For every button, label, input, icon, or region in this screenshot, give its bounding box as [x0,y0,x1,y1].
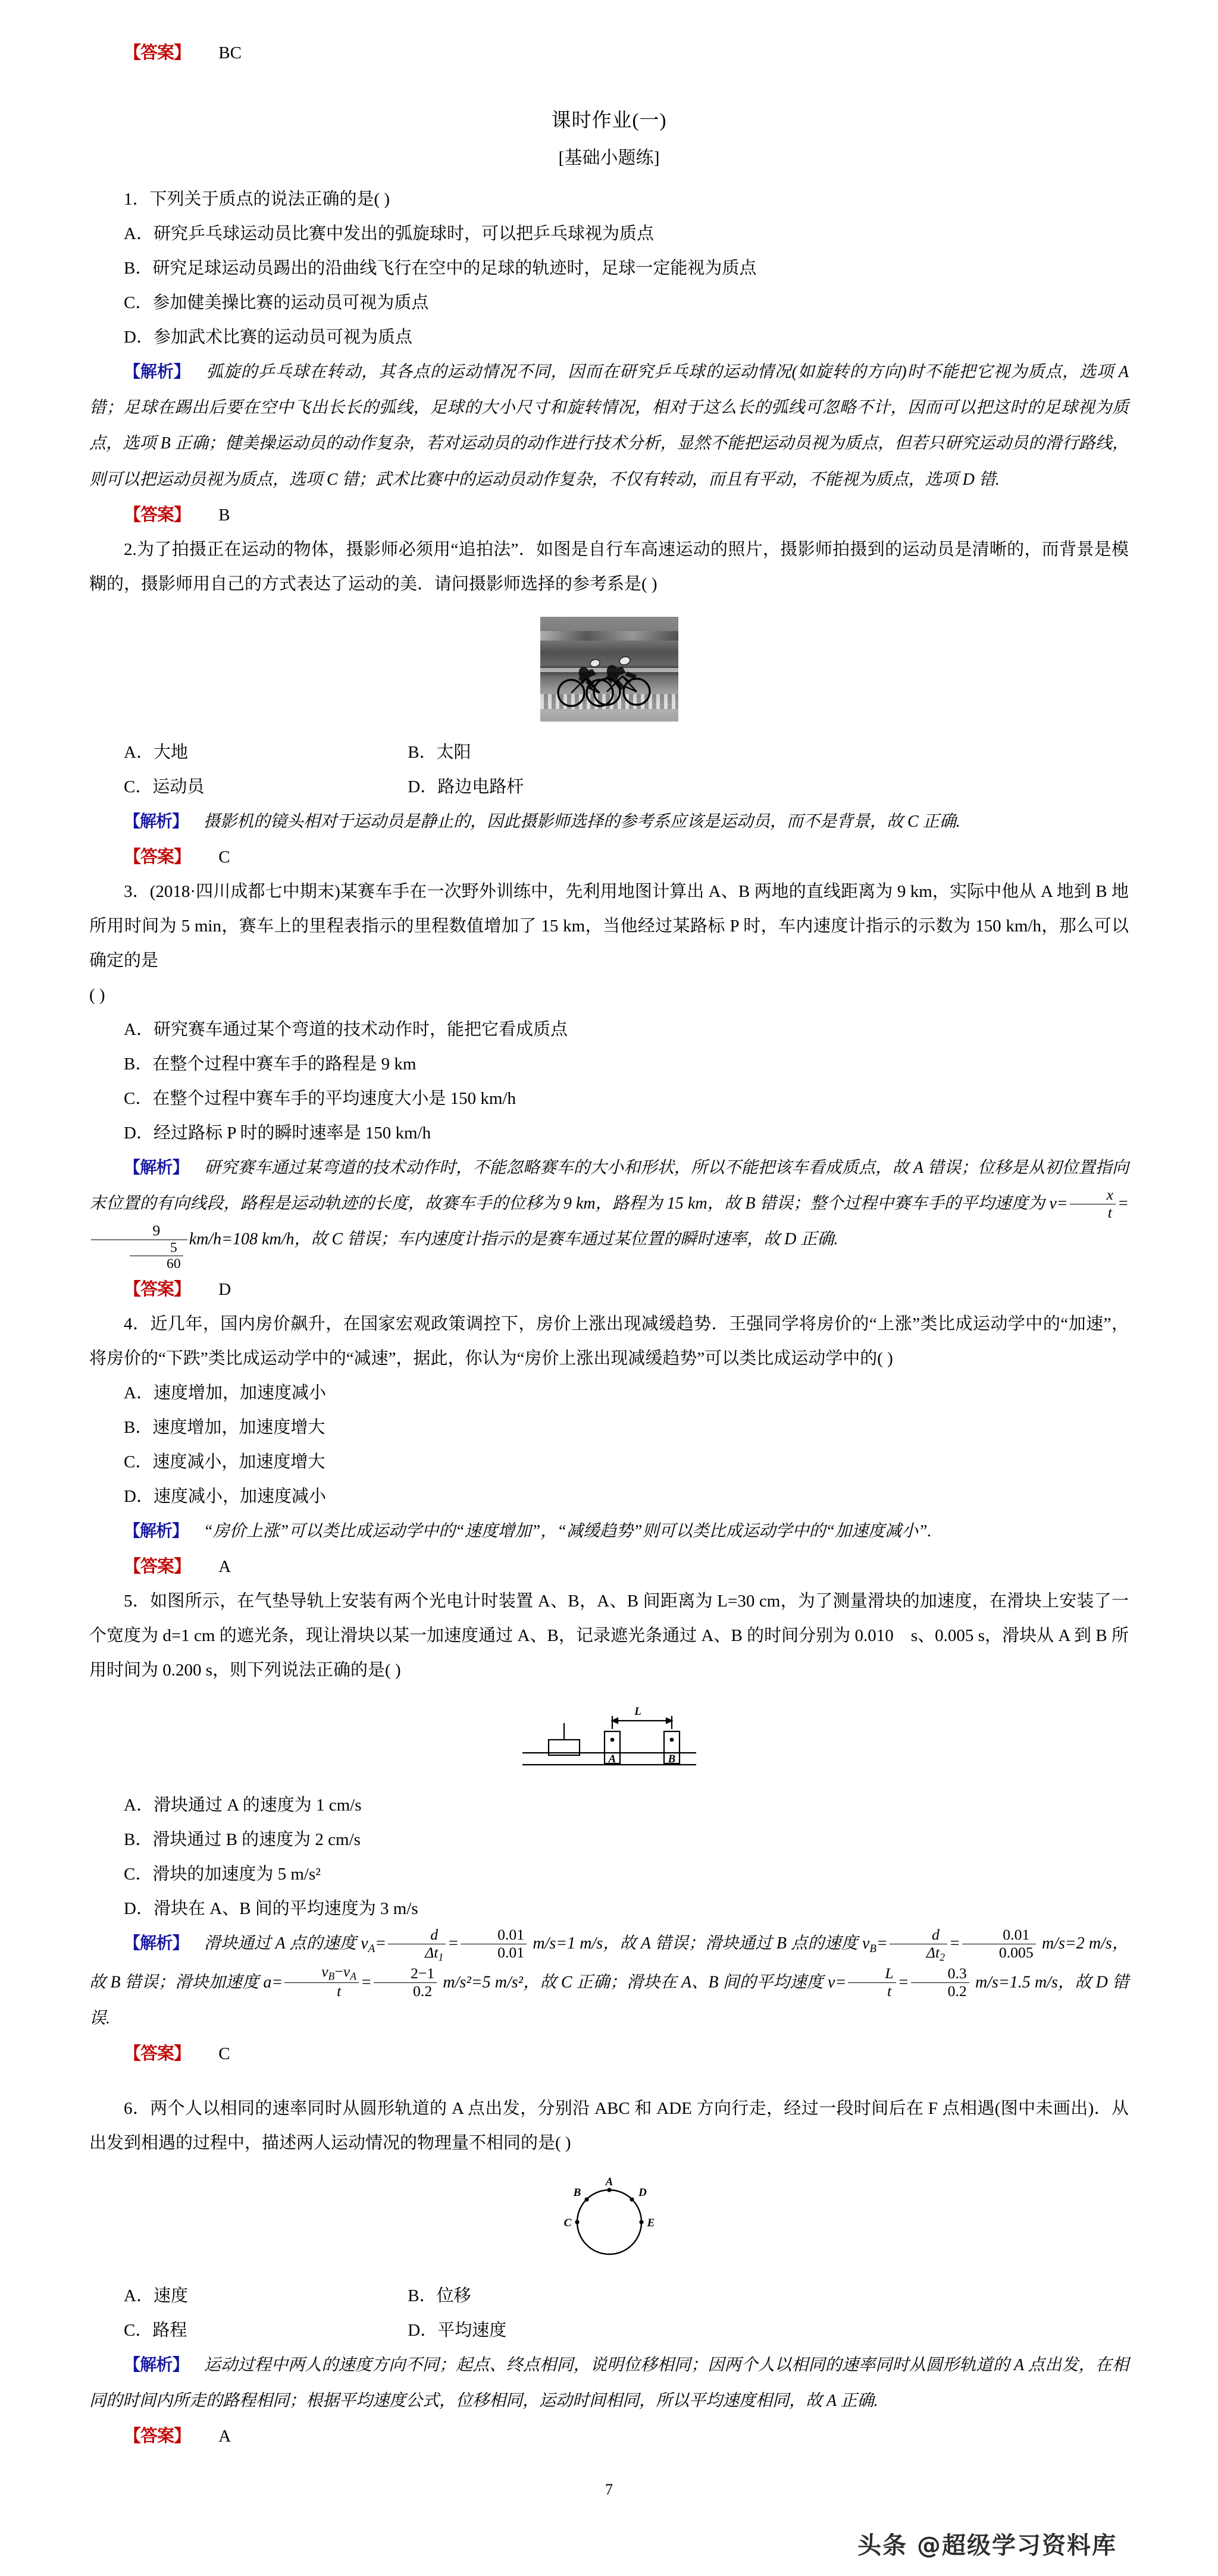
fraction-d-over-dt1: $\frac{d}{\Delta t_1}$ [388,1926,446,1963]
circular-track-diagram [532,2176,687,2265]
photogate-dot-a [610,1738,614,1742]
question-stem-tail: ( ) [89,985,105,1005]
point-dot-b [584,2197,588,2201]
question-option[interactable]: D．参加武术比赛的运动员可视为质点 [124,328,412,347]
answer-row [89,1272,1129,1307]
question-option[interactable]: B．速度增加，加速度增大 [124,1417,325,1437]
fraction-001-over-0005: $\frac{0.01}{0.005}$ [962,1926,1036,1962]
cyclists-silhouette-icon [540,617,678,721]
formula-variable: v [361,1934,368,1953]
answer-tag: 【答案】 [124,1557,191,1577]
formula-variable: v [828,1973,835,1992]
question-stem: 6．两个人以相同的速率同时从圆形轨道的 A 点出发，分别沿 ABC 和 ADE 方向行走，经过一段时间后在 F 点相遇(图中未画出)．从出发到相遇的过程中，描述两人运动情况的物理量不相同的是( ) [89,2098,1129,2153]
question-stem: 2.为了拍摄正在运动的物体，摄影师必须用“追拍法”．如图是自行车高速运动的照片，摄影师拍摄到的运动员是清晰的，而背景是模糊的，摄影师用自己的方式表达了运动的美．请问摄影师选择的参考系是( ) [89,539,1129,594]
question-block-2 [89,532,1129,874]
analysis-block [89,1514,1129,1549]
analysis-text: “房价上涨”可以类比成运动学中的“速度增加”，“减缓趋势”则可以类比成运动学中的“加速度减小”. [203,1521,932,1540]
page-number: 7 [605,2481,613,2499]
fraction-9-over-5-60: $\frac{9}{\frac{5}{60}}$ [91,1222,187,1272]
label-A: A [608,1753,616,1766]
question-option[interactable]: A．速度 [124,2286,188,2305]
question-option[interactable]: C．速度减小，加速度增大 [124,1452,325,1471]
question-option[interactable]: A．滑块通过 A 的速度为 1 cm/s [124,1796,362,1815]
analysis-tag: 【解析】 [124,2355,189,2374]
page-subtitle: [基础小题练] [558,148,660,168]
analysis-block [89,1150,1129,1272]
analysis-text: 研究赛车通过某弯道的技术动作时，不能忽略赛车的大小和形状，所以不能把该车看成质点，故 A 错误；位移是从初位置指向末位置的有向线段，路程是运动轨迹的长度，故赛车手的位移为 9 km，路程为 15 km，故 B 错误；整个过程中赛车手的平均速度为 [89,1158,1129,1213]
fraction-L-over-t: $\frac{L}{t}$ [848,1965,896,2000]
answer-value: C [218,2044,230,2063]
question-option[interactable]: B．在整个过程中赛车手的路程是 9 km [124,1054,417,1074]
answer-value: BC [218,43,242,62]
question-stem: 1．下列关于质点的说法正确的是( ) [124,190,390,209]
label-B: B [668,1753,675,1766]
question-option[interactable]: A．研究赛车通过某个弯道的技术动作时，能把它看成质点 [124,1019,568,1039]
analysis-text-tail: km/h=108 km/h，故 C 错误；车内速度计指示的是赛车通过某位置的瞬时速率，故 D 正确. [189,1230,838,1249]
fraction-001-over-001: $\frac{0.01}{0.01}$ [461,1926,527,1962]
question-block-1 [89,182,1129,532]
answer-value: A [218,2427,231,2446]
question-option[interactable]: B．位移 [408,2286,471,2305]
fraction-03-over-02: $\frac{0.3}{0.2}$ [911,1965,969,2000]
label-A: A [605,2175,613,2188]
figure-cyclists [89,617,1129,724]
answer-row [89,2037,1129,2071]
question-option[interactable]: C．运动员 [124,777,205,796]
formula-subscript: B [869,1943,877,1956]
figure-air-track [89,1703,1129,1777]
answer-tag: 【答案】 [124,847,191,867]
figure-circular-track [89,2176,1129,2268]
question-block-6 [89,2091,1129,2453]
answer-row [89,1549,1129,1584]
label-B: B [573,2186,581,2199]
question-option[interactable]: A．速度增加，加速度减小 [124,1383,326,1402]
answer-row [89,2419,1129,2453]
analysis-block [89,804,1129,840]
analysis-tag: 【解析】 [124,1934,189,1953]
question-option-row [124,2313,1129,2348]
label-C: C [563,2216,571,2229]
analysis-text: m/s=1 m/s，故 A 错误； [528,1934,705,1953]
analysis-text: 滑块通过 B 点的速度 [705,1934,862,1953]
analysis-tag: 【解析】 [124,1158,189,1177]
analysis-block [89,354,1129,498]
question-option[interactable]: B．太阳 [408,742,471,762]
answer-value: B [218,505,230,525]
question-option[interactable]: A．研究乒乓球运动员比赛中发出的弧旋球时，可以把乒乓球视为质点 [124,224,654,243]
label-L: L [634,1705,641,1718]
question-block-3 [89,874,1129,1307]
answer-tag: 【答案】 [124,43,191,62]
formula-equals: = [1117,1194,1129,1213]
question-stem: 3．(2018·四川成都七中期末)某赛车手在一次野外训练中，先利用地图计算出 A、B 两地的直线距离为 9 km，实际中他从 A 地到 B 地所用时间为 5 min，赛车上的里程表指示的里程数值增加了 15 km，当他经过某路标 P 时，车内速度计指示的示数为 150 km/h，那么可以确定的是 [89,881,1129,970]
watermark: 头条 @超级学习资料库 [857,2532,1117,2559]
cyclists-motion-blur-photo [540,617,678,721]
formula-variable: a [263,1973,272,1992]
question-option[interactable]: B．研究足球运动员踢出的沿曲线飞行在空中的足球的轨迹时，足球一定能视为质点 [124,259,757,278]
question-option[interactable]: B．滑块通过 B 的速度为 2 cm/s [124,1830,361,1850]
question-option[interactable]: C．在整个过程中赛车手的平均速度大小是 150 km/h [124,1088,516,1108]
question-option[interactable]: D．平均速度 [408,2320,507,2340]
question-option-row [124,770,1129,804]
nested-fraction-5-over-60: $\frac{5}{60}$ [130,1240,183,1272]
photogate-dot-b [669,1738,674,1742]
analysis-text: 弧旋的乒乓球在转动，其各点的运动情况不同，因而在研究乒乓球的运动情况(如旋转的方向)时不能把它视为质点，选项 A 错；足球在踢出后要在空中飞出长长的弧线，足球的大小尺寸和旋转情况，相对于这么长的弧线可忽略不计，因而可以把这时的足球视为质点，选项 B 正确；健美操运动员的动作复杂，若对运动员的动作进行技术分析，显然不能把运动员视为质点，但若只研究运动员的滑行路线，则可以把运动员视为质点，选项 C 错；武术比赛中的运动员动作复杂，不仅有转动，而且有平动，不能视为质点，选项 D 错. [89,363,1129,489]
question-stem: 5．如图所示，在气垫导轨上安装有两个光电计时装置 A、B，A、B 间距离为 L=30 cm，为了测量滑块的加速度，在滑块上安装了一个宽度为 d=1 cm 的遮光条，现让滑块以某一加速度通过 A、B，记录遮光条通过 A、B 的时间分别为 0.010 s、0.005 s，滑块从 A 到 B 所用时间为 0.200 s，则下列说法正确的是( ) [89,1592,1129,1680]
fraction-2minus1-over-02: $\frac{2-1}{0.2}$ [374,1965,437,2000]
answer-value: A [218,1557,231,1577]
formula-subscript: A [368,1943,375,1956]
question-option[interactable]: D．速度减小，加速度减小 [124,1486,326,1506]
analysis-text: 运动过程中两人的速度方向不同；起点、终点相同，说明位移相同；因两个人以相同的速率同时从圆形轨道的 A 点出发，在相同的时间内所走的路程相同；根据平均速度公式，位移相同，运动时间相同，所以平均速度相同，故 A 正确. [89,2355,1129,2410]
answer-row [89,840,1129,874]
fraction-vb-minus-va-over-t: $\frac{v_B-v_A}{t}$ [284,1963,359,2000]
analysis-tag: 【解析】 [124,812,189,831]
fraction-x-over-t: $\frac{x}{t}$ [1070,1187,1116,1222]
answer-value: C [218,847,230,867]
analysis-tag: 【解析】 [124,1521,189,1540]
analysis-text: 摄影机的镜头相对于运动员是静止的，因此摄影师选择的参考系应该是运动员，而不是背景，故 C 正确. [203,812,960,831]
answer-tag: 【答案】 [124,1279,191,1299]
answer-tag: 【答案】 [124,2427,191,2446]
point-dot-c [575,2220,579,2224]
question-stem: 4．近几年，国内房价飙升，在国家宏观政策调控下，房价上涨出现减缓趋势．王强同学将房价的“上涨”类比成运动学中的“加速”，将房价的“下跌”类比成运动学中的“减速”，据此，你认为“房价上涨出现减缓趋势”可以类比成运动学中的( ) [89,1314,1129,1368]
question-option[interactable]: D．路边电路杆 [408,777,524,796]
question-option[interactable]: C．滑块的加速度为 5 m/s² [124,1865,321,1884]
label-D: D [638,2186,647,2199]
question-option[interactable]: A．大地 [124,742,188,762]
formula-variable: v [862,1934,870,1953]
analysis-text: m/s²=5 m/s²，故 C 正确；滑块在 A、B 间的平均速度 [439,1973,828,1992]
analysis-text: m/s=2 m/s，故 B 错误；滑 [89,1934,1129,1992]
page-title: 课时作业(一) [551,110,667,131]
question-option-row [124,2279,1129,2313]
analysis-block: 【解析】 滑块通过 A 点的速度 $v_A=$ $\frac{d}{\Delta t_1}$ = $\frac{0.01}{0.01}$ m/s=1 m/s，故 A 错误；滑块通过 B 点的速度 $v_B=$ $\frac{d}{\Delta t_2}$ = $\frac{0.01}{0.005}$ m/s=2 m/s，故 B 错误；滑块加速度 a= $\frac{v_B-v_A}{t}$ = $\frac{2-1}{0.2}$ m/s²=5 m/s²，故 C 正确；滑块在 A、B 间的平均速度 v= $\frac{L}{t}$ = $\frac{0.3}{0.2}$ m/s=1.5 m/s，故 D 错误. [89,1925,1129,2028]
answer-tag: 【答案】 [124,2044,191,2063]
question-block-4 [89,1307,1129,1584]
analysis-text: m/s=1.5 m/s，故 D 错误. [89,1973,1129,2028]
answer-row-carryover [89,36,1129,70]
analysis-text: 块加速度 [192,1973,264,1992]
point-dot-a [607,2188,611,2192]
air-track-photogate-diagram [514,1703,705,1774]
formula-equals: = [1056,1194,1068,1213]
point-dot-d [630,2197,634,2201]
analysis-block [89,2348,1129,2419]
point-dot-e [639,2220,643,2224]
question-option-row [124,735,1129,770]
question-option[interactable]: D．经过路标 P 时的瞬时速率是 150 km/h [124,1123,431,1143]
analysis-tag: 【解析】 [124,363,190,381]
fraction-d-over-dt2: $\frac{d}{\Delta t_2}$ [890,1926,947,1963]
answer-tag: 【答案】 [124,505,191,525]
question-option[interactable]: C．路程 [124,2320,187,2340]
formula-variable: v [1049,1194,1057,1213]
question-option[interactable]: C．参加健美操比赛的运动员可视为质点 [124,293,429,312]
label-E: E [647,2216,655,2229]
analysis-text: 滑块通过 A 点的速度 [203,1934,361,1953]
question-block-5 [89,1584,1129,2071]
answer-row [89,498,1129,532]
answer-value: D [218,1279,231,1299]
question-option[interactable]: D．滑块在 A、B 间的平均速度为 3 m/s [124,1899,418,1919]
